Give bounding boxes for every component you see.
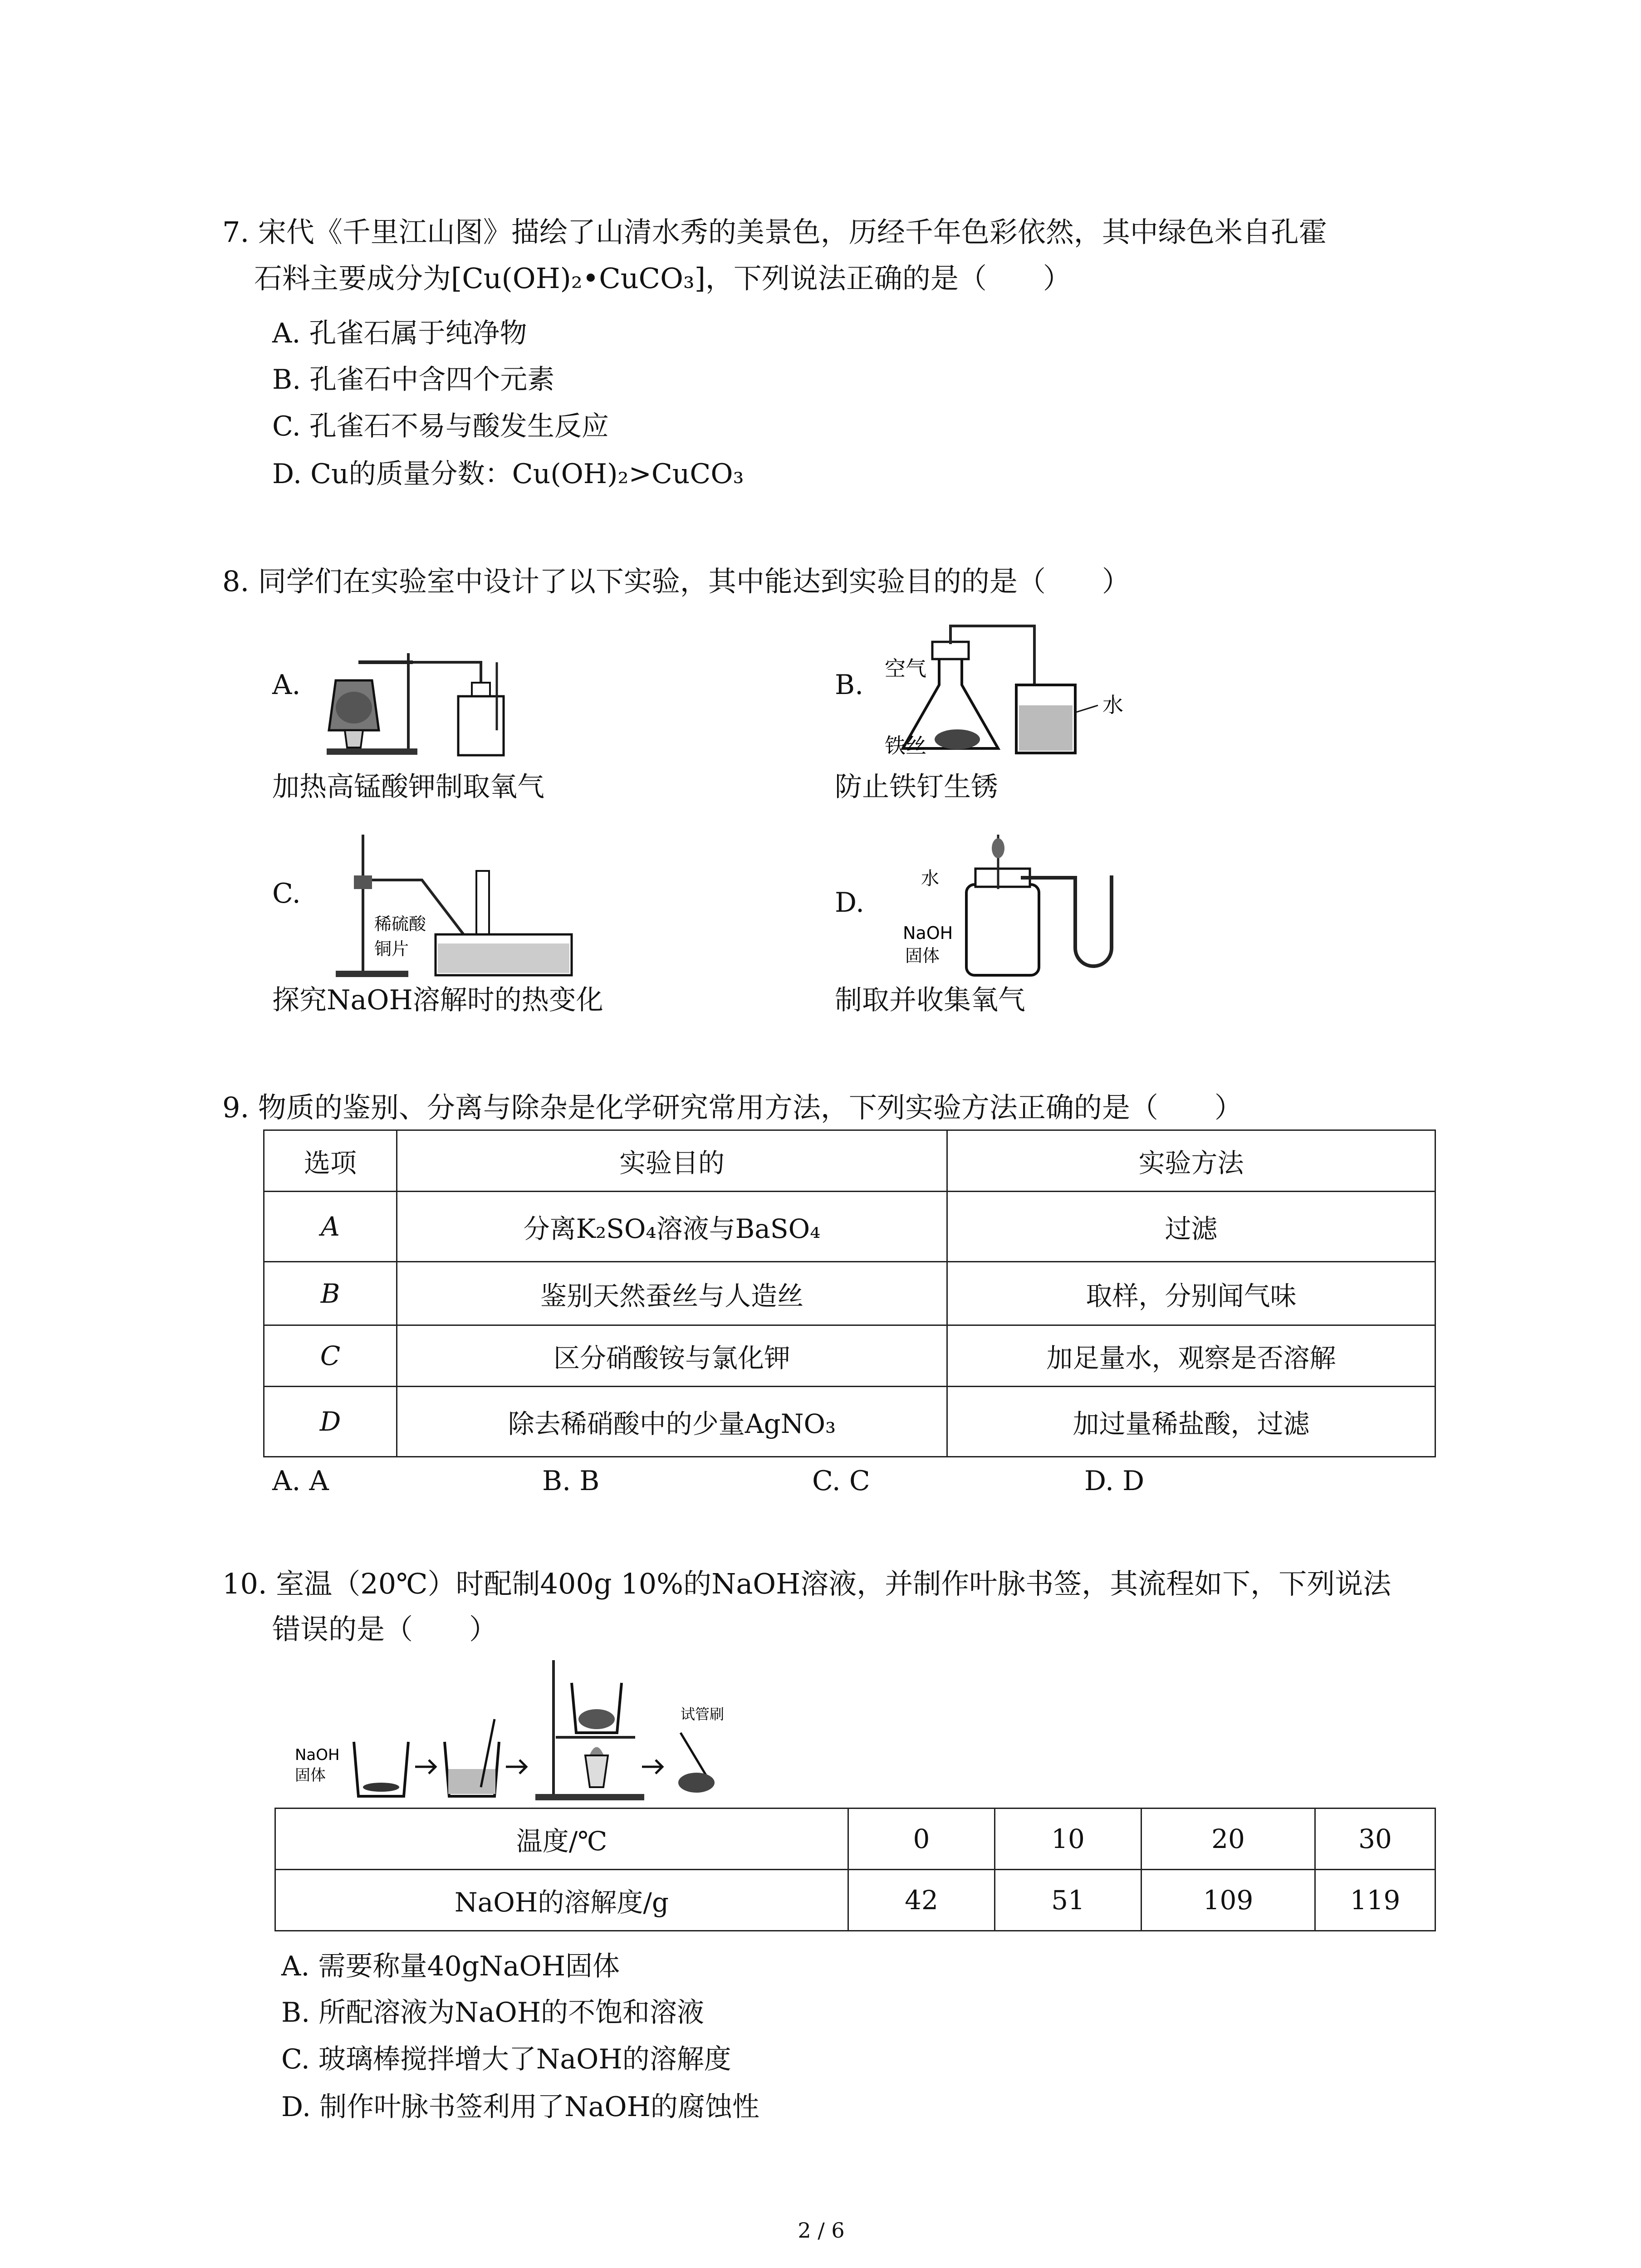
q8-stem: 8. 同学们在实验室中设计了以下实验，其中能达到实验目的的是（ ） (222, 565, 1130, 598)
q7-stem-line2: 石料主要成分为[Cu(OH)₂•CuCO₃]，下列说法正确的是（ ） (254, 262, 1071, 295)
table-cell: D (264, 1387, 397, 1457)
page-number: 2 / 6 (798, 2218, 845, 2243)
label-copper-sheet: 铜片 (374, 939, 409, 959)
label-water: 水 (921, 868, 939, 889)
q8-caption-b: 防止铁钉生锈 (835, 771, 998, 803)
q9-answer-a[interactable]: A. A (272, 1465, 329, 1497)
q10-option-a[interactable]: A. 需要称量40gNaOH固体 (281, 1950, 620, 1982)
table-cell: 加足量水，观察是否溶解 (947, 1325, 1435, 1387)
q10-option-b[interactable]: B. 所配溶液为NaOH的不饱和溶液 (281, 1997, 705, 2028)
label-naoh: NaOH (903, 923, 953, 943)
q8-option-b-letter[interactable]: B. (835, 669, 864, 701)
q9-answer-b[interactable]: B. B (542, 1465, 600, 1497)
table-cell: B (264, 1262, 397, 1325)
table-header: 选项 (264, 1130, 397, 1192)
table-header: 0 (848, 1809, 995, 1870)
table-header: 实验目的 (397, 1130, 947, 1192)
table-cell: C (264, 1325, 397, 1387)
figure-iron-rust-prevention (885, 617, 1157, 767)
q8-caption-d: 制取并收集氧气 (835, 984, 1025, 1016)
label-naoh: NaOH (295, 1746, 340, 1764)
label-water: 水 (1102, 693, 1123, 717)
table-cell: 分离K₂SO₄溶液与BaSO₄ (397, 1192, 947, 1262)
table-cell: 区分硝酸铵与氯化钾 (397, 1325, 947, 1387)
q10-option-d[interactable]: D. 制作叶脉书签利用了NaOH的腐蚀性 (281, 2091, 759, 2123)
label-solid: 固体 (905, 946, 940, 966)
table-row (275, 1809, 1435, 1870)
q9-stem: 9. 物质的鉴别、分离与除杂是化学研究常用方法，下列实验方法正确的是（ ） (222, 1091, 1243, 1124)
q7-stem-line1: 7. 宋代《千里江山图》描绘了山清水秀的美景色，历经千年色彩依然，其中绿色米自孔霍 (222, 215, 1327, 249)
table-cell: 取样，分别闻气味 (947, 1262, 1435, 1325)
q9-table (263, 1129, 1436, 1457)
q7-option-d[interactable]: D. Cu的质量分数：Cu(OH)₂>CuCO₃ (272, 458, 744, 490)
table-cell: 51 (995, 1870, 1141, 1931)
table-cell: 鉴别天然蚕丝与人造丝 (397, 1262, 947, 1325)
table-header: 10 (995, 1809, 1141, 1870)
table-cell: 过滤 (947, 1192, 1435, 1262)
q8-option-a-letter[interactable]: A. (272, 669, 301, 701)
label-test-tube-brush: 试管刷 (681, 1706, 725, 1723)
q7-option-b[interactable]: B. 孔雀石中含四个元素 (272, 364, 555, 396)
q10-stem-line2: 错误的是（ ） (272, 1613, 498, 1646)
label-solid: 固体 (295, 1766, 326, 1784)
table-row (264, 1387, 1435, 1457)
table-cell: 加过量稀盐酸，过滤 (947, 1387, 1435, 1457)
table-header-row (264, 1130, 1435, 1192)
table-cell: 109 (1141, 1870, 1315, 1931)
q8-option-d-letter[interactable]: D. (835, 887, 865, 919)
table-header: 实验方法 (947, 1130, 1435, 1192)
table-row (264, 1325, 1435, 1387)
figure-leaf-bookmark-process (290, 1651, 726, 1808)
table-header: 20 (1141, 1809, 1315, 1870)
table-header: 30 (1315, 1809, 1435, 1870)
table-row (264, 1262, 1435, 1325)
figure-naoh-dissolution-u-tube (903, 835, 1139, 980)
label-air: 空气 (885, 656, 926, 681)
label-dilute-sulfuric-acid: 稀硫酸 (374, 914, 426, 934)
q8-caption-a: 加热高锰酸钾制取氧气 (272, 771, 544, 803)
table-row (264, 1192, 1435, 1262)
q10-stem-line1: 10. 室温（20℃）时配制400g 10%的NaOH溶液，并制作叶脉书签，其流程如下，下列说法 (222, 1567, 1391, 1600)
table-cell: 119 (1315, 1870, 1435, 1931)
figure-sulfuric-acid-copper (327, 830, 581, 984)
q7-option-a[interactable]: A. 孔雀石属于纯净物 (272, 318, 527, 349)
label-iron-wire: 铁丝 (885, 733, 926, 758)
table-cell: NaOH的溶解度/g (275, 1870, 848, 1931)
q8-option-c-letter[interactable]: C. (272, 878, 301, 909)
figure-potassium-permanganate-heating (318, 626, 535, 762)
q8-caption-c: 探究NaOH溶解时的热变化 (272, 984, 603, 1016)
q10-option-c[interactable]: C. 玻璃棒搅拌增大了NaOH的溶解度 (281, 2043, 731, 2075)
table-cell: A (264, 1192, 397, 1262)
q9-answer-c[interactable]: C. C (812, 1465, 870, 1497)
q9-answer-d[interactable]: D. D (1084, 1465, 1145, 1497)
q10-solubility-table (274, 1808, 1436, 1931)
table-cell: 除去稀硝酸中的少量AgNO₃ (397, 1387, 947, 1457)
table-cell: 42 (848, 1870, 995, 1931)
table-row (275, 1870, 1435, 1931)
table-header: 温度/℃ (275, 1809, 848, 1870)
q7-option-c[interactable]: C. 孔雀石不易与酸发生反应 (272, 411, 609, 442)
